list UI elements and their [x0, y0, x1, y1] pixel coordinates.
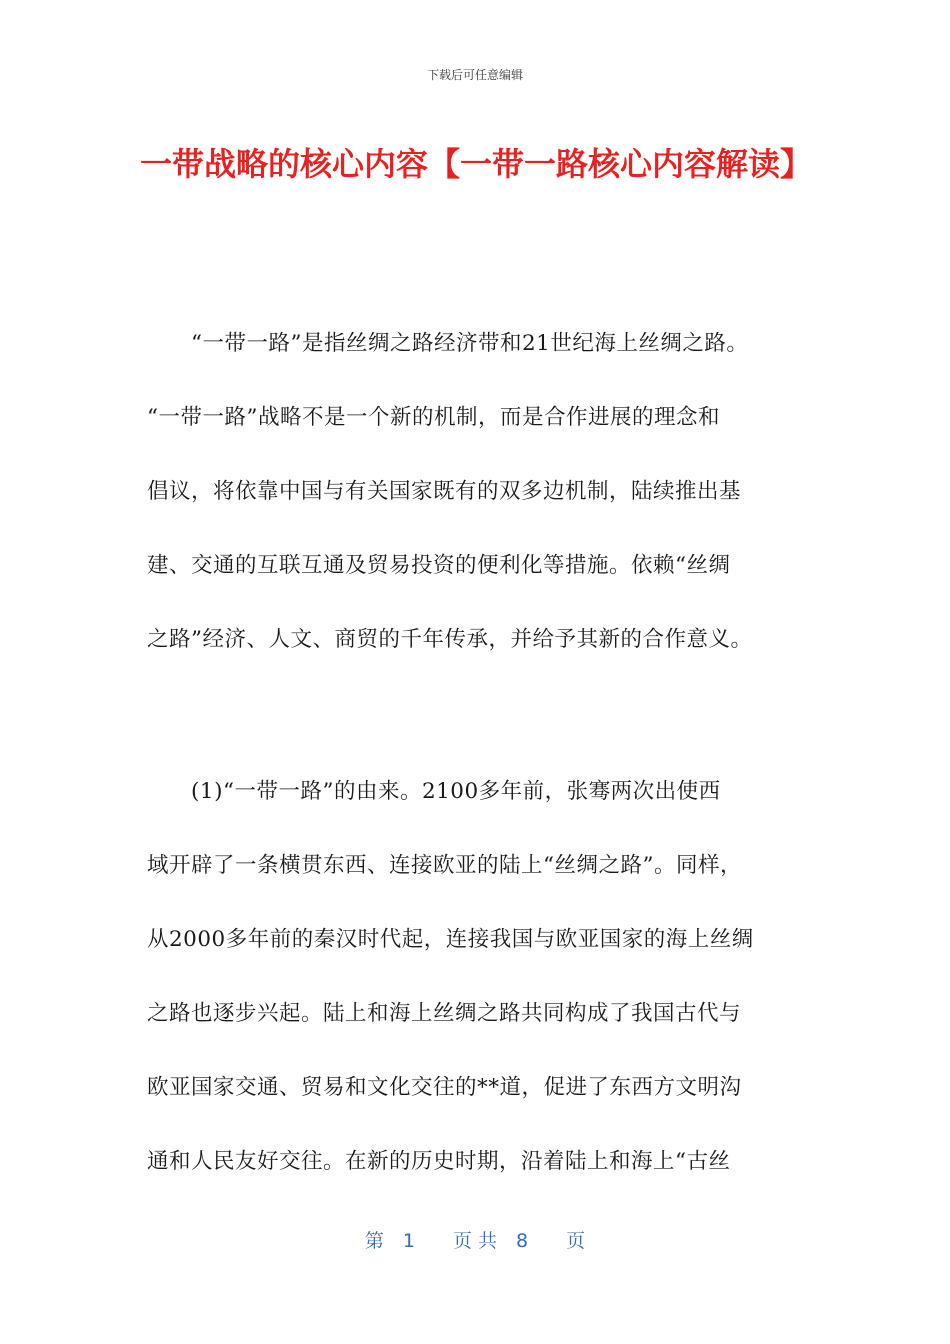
paragraph-line: (1)“一带一路”的由来。2100多年前，张骞两次出使西	[147, 779, 721, 804]
paragraph-line: 从2000多年前的秦汉时代起，连接我国与欧亚国家的海上丝绸	[147, 927, 754, 952]
paragraph-line: “一带一路”是指丝绸之路经济带和21世纪海上丝绸之路。	[147, 331, 749, 356]
paragraph-line: 建、交通的互联互通及贸易投资的便利化等措施。依赖“丝绸	[147, 553, 731, 578]
paragraph-line: 欧亚国家交通、贸易和文化交往的**道，促进了东西方文明沟	[147, 1075, 742, 1100]
paragraph-line: 之路也逐步兴起。陆上和海上丝绸之路共同构成了我国古代与	[147, 1001, 742, 1026]
page-number-footer: 第 1 页 共 8 页	[364, 1230, 586, 1252]
paragraph-line: 倡议，将依靠中国与有关国家既有的双多边机制，陆续推出基	[147, 479, 742, 504]
paragraph-2	[147, 778, 827, 1222]
document-title: 一带战略的核心内容【一带一路核心内容解读】	[140, 145, 813, 183]
paragraph-line: 通和人民友好交往。在新的历史时期，沿着陆上和海上“古丝	[147, 1149, 731, 1174]
paragraph-line: 之路”经济、人文、商贸的千年传承，并给予其新的合作意义。	[147, 627, 753, 652]
paragraph-1	[147, 330, 827, 700]
paragraph-line: 域开辟了一条横贯东西、连接欧亚的陆上“丝绸之路”。同样，	[147, 853, 742, 878]
paragraph-line: “一带一路”战略不是一个新的机制，而是合作进展的理念和	[147, 405, 720, 430]
header-note: 下载后可任意编辑	[426, 68, 523, 82]
